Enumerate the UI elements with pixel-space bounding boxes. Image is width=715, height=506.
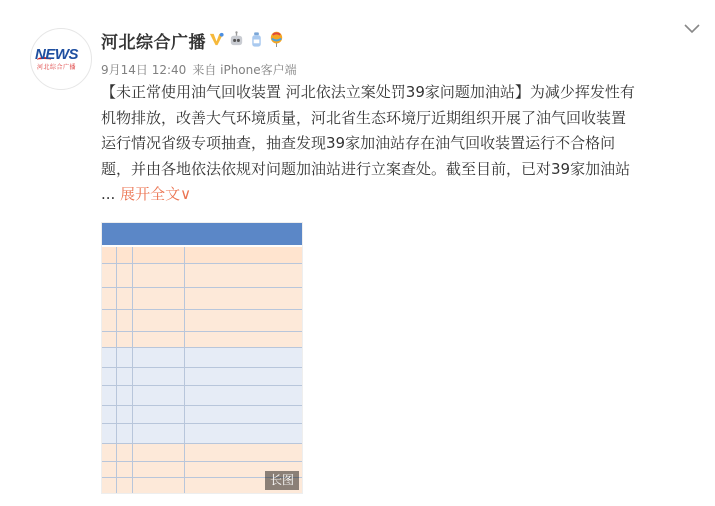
post-date[interactable]: 9月14日 12:40: [101, 63, 187, 77]
expand-label: 展开全文: [120, 185, 181, 203]
expand-arrow-icon: ∨: [180, 185, 192, 203]
long-image-badge[interactable]: 长图: [265, 471, 299, 490]
post-source: 来自 iPhone客户端: [192, 63, 297, 77]
post-text-line: 机物排放，改善大气环境质量，河北省生态环境厅近期组织开展了油气回收装置: [101, 108, 627, 127]
bottle-icon[interactable]: [248, 31, 265, 48]
table-title-bar: [102, 223, 302, 245]
news-logo: [35, 46, 87, 72]
post-text-line: 运行情况省级专项抽查，抽查发现39家加油站存在油气回收装置运行不合格问: [101, 134, 616, 152]
post-meta: [101, 61, 303, 78]
chevron-down-icon[interactable]: [683, 22, 701, 36]
verified-v-icon[interactable]: [208, 31, 225, 48]
post-image-thumbnail[interactable]: [101, 222, 303, 494]
balloon-icon[interactable]: [268, 31, 285, 48]
post-text-line: 题，并由各地依法依规对问题加油站进行立案查处。截至目前，已对39家加油站: [101, 159, 631, 178]
avatar[interactable]: [30, 28, 92, 90]
ellipsis: ...: [101, 185, 116, 203]
table-column-divider: [184, 247, 185, 493]
author-badges: [208, 29, 285, 49]
expand-full-text-link[interactable]: [120, 185, 191, 203]
logo-brand: NEWS: [35, 46, 78, 63]
table-column-divider: [116, 247, 117, 493]
logo-subtitle: 河北综合广播: [37, 64, 77, 71]
robot-icon[interactable]: [228, 31, 245, 48]
table-column-divider: [132, 247, 133, 493]
post-text-tail: [101, 182, 701, 208]
post-text-line: 【未正常使用油气回收装置 河北依法立案处罚39家问题加油站】为减少挥发性有: [101, 83, 635, 101]
author-name[interactable]: 河北综合广播: [101, 33, 206, 53]
post-text: [101, 80, 701, 208]
